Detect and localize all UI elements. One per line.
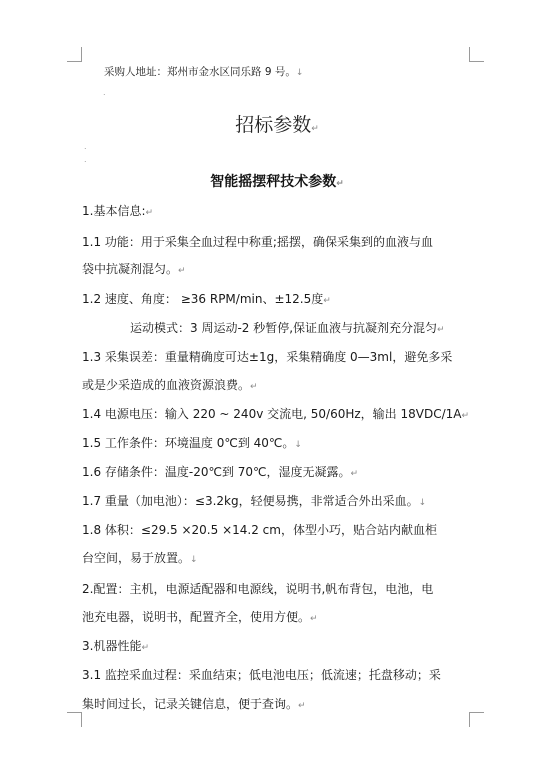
line-text: 台空间，易于放置。 [82,551,191,565]
line-text: 1.2 速度、角度： ≥36 RPM/min、±12.5度 [82,292,324,306]
paragraph-mark: ↵ [310,614,318,624]
line-text: 池充电器，说明书，配置齐全，使用方便。 [82,610,311,624]
line-text: 1.7 重量（加电池）：≤3.2kg，轻便易携，非常适合外出采血。 [82,494,419,508]
text-line[interactable] [82,695,306,712]
text-line[interactable] [82,521,437,538]
margin-corner-bottom-right [469,712,484,727]
margin-corner-top-left [67,47,82,62]
line-text: 1.基本信息: [82,204,146,218]
line-text: 1.5 工作条件：环境温度 0℃到 40℃。 [82,436,295,450]
line-text: 1.6 存储条件：温度-20℃到 70℃，湿度无凝露。 [82,465,351,479]
paragraph-mark: ↵ [437,325,445,335]
doc-title[interactable] [0,110,554,137]
text-line[interactable] [82,260,186,277]
text-line[interactable] [82,492,426,509]
paragraph-mark: ↵ [145,208,154,218]
text-line[interactable] [82,376,258,393]
paragraph-mark: ↓ [418,498,427,508]
text-line[interactable] [82,637,149,654]
text-line[interactable] [82,405,469,422]
text-line[interactable] [82,463,358,480]
text-line[interactable] [82,233,433,250]
purchaser-address-text: 采购人地址：郑州市金水区同乐路 9 号。 [104,66,296,78]
text-line[interactable] [82,202,153,219]
line-text: 集时间过长，记录关键信息，便于查询。 [82,697,299,711]
text-line[interactable] [130,319,445,336]
text-line[interactable] [82,290,331,307]
margin-corner-bottom-left [67,712,82,727]
line-break-mark: ↓ [295,68,304,78]
text-line[interactable] [82,666,441,683]
section-subtitle-text: 智能摇摆秤技术参数 [210,174,337,190]
text-line[interactable] [82,434,302,451]
margin-corner-top-right [469,47,484,62]
line-text: 3.机器性能 [82,639,142,653]
text-line[interactable] [82,580,433,597]
line-text: 1.8 体积：≤29.5 ×20.5 ×14.2 cm，体型小巧，贴合站内献血柜 [82,523,437,537]
paragraph-mark: ↓ [294,440,302,450]
paragraph-mark: ↵ [350,469,359,479]
paragraph-mark: ↵ [311,124,319,134]
paragraph-mark: ↵ [336,179,344,189]
stray-mark: . [84,155,87,164]
line-text: 袋中抗凝剂混匀。 [82,262,179,276]
stray-mark: . [103,88,106,97]
line-text: 1.4 电源电压：输入 220 ~ 240v 交流电, 50/60Hz，输出 18VDC/1A [82,407,462,421]
paragraph-mark: ↵ [323,296,331,306]
doc-title-text: 招标参数 [235,114,312,136]
purchaser-address[interactable] [104,64,303,79]
line-text: 2.配置：主机，电源适配器和电源线，说明书,帆布背包，电池，电 [82,582,434,596]
section-subtitle[interactable] [0,171,554,191]
line-text: 3.1 监控采血过程：采血结束；低电池电压；低流速；托盘移动；采 [82,668,441,682]
paragraph-mark: ↵ [461,411,470,421]
line-text: 运动模式：3 周运动-2 秒暂停,保证血液与抗凝剂充分混匀 [130,321,438,335]
stray-mark: . [84,142,87,151]
line-text: 1.1 功能：用于采集全血过程中称重;摇摆，确保采集到的血液与血 [82,235,433,249]
paragraph-mark: ↓ [190,555,198,565]
text-line[interactable] [82,549,198,566]
text-line[interactable] [82,608,318,625]
line-text: 或是少采造成的血液资源浪费。 [82,378,251,392]
paragraph-mark: ↵ [141,643,149,653]
line-text: 1.3 采集误差：重量精确度可达±1g，采集精确度 0—3ml，避免多采 [82,350,453,364]
paragraph-mark: ↵ [178,266,186,276]
text-line[interactable] [82,348,452,365]
paragraph-mark: ↵ [250,382,258,392]
paragraph-mark: ↵ [298,701,306,711]
